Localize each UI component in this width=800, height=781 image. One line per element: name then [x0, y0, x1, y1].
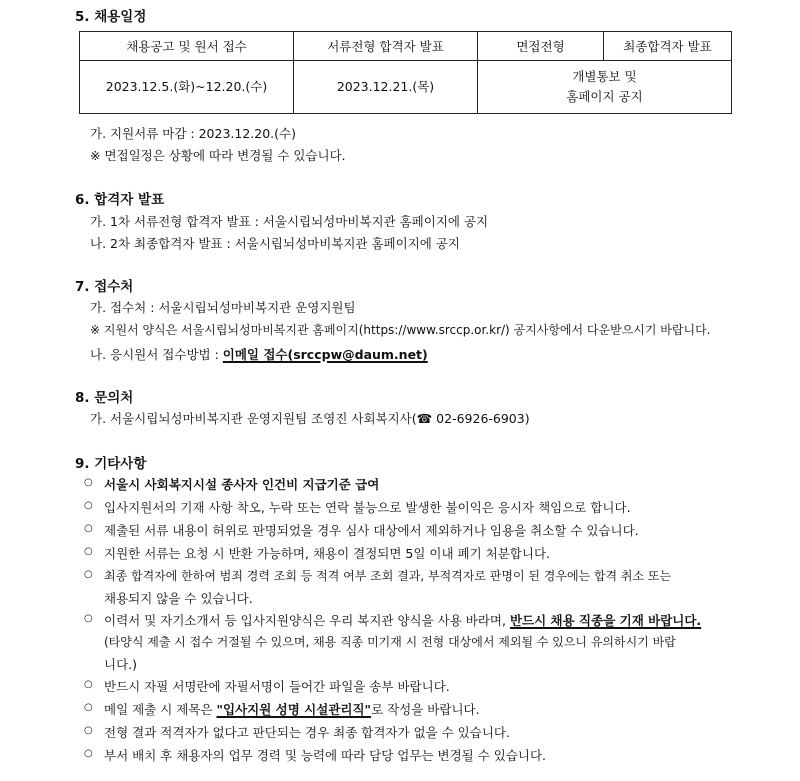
bullet-icon: ○	[84, 500, 93, 511]
reception-line-1: 가. 접수처 : 서울시립뇌성마비복지관 운영지원팀	[90, 300, 356, 315]
bullet-icon: ○	[84, 679, 93, 690]
reception-line-3	[90, 345, 428, 363]
etc-item-responsibility: 입사지원서의 기재 사항 착오, 누락 또는 연락 불능으로 발생한 불이익은 응시자 책임으로 합니다.	[104, 500, 631, 515]
interview-note: ※ 면접일정은 상황에 따라 변경될 수 있습니다.	[90, 148, 346, 163]
notice-line-1: 개별통보 및	[572, 69, 637, 84]
announce-line-2: 나. 2차 최종합격자 발표 : 서울시립뇌성마비복지관 홈페이지에 공지	[90, 236, 460, 251]
header-application: 채용공고 및 원서 접수	[80, 32, 294, 61]
etc-item-salary: 서울시 사회복지시설 종사자 인건비 지급기준 급여	[104, 477, 380, 492]
etc-item-form-note-cont: 니다.)	[104, 657, 138, 672]
method-label: 나. 응시원서 접수방법 :	[90, 347, 223, 362]
etc-item-no-qualified: 전형 결과 적격자가 없다고 판단되는 경우 최종 합격자가 없을 수 있습니다.	[104, 725, 510, 740]
etc-item-background-check: 최종 합격자에 한하여 범죄 경력 조회 등 적격 여부 조회 결과, 부적격자로 판명이 된 경우에는 합격 취소 또는	[104, 569, 672, 583]
mail-subject-prefix: 메일 제출 시 제목은	[104, 702, 217, 717]
contact-line: 가. 서울시립뇌성마비복지관 운영지원팀 조영진 사회복지사(☎ 02-6926-6903)	[90, 411, 530, 426]
bullet-icon: ○	[84, 725, 93, 736]
section-6-heading: 6. 합격자 발표	[75, 192, 165, 208]
schedule-header-row	[80, 32, 732, 61]
etc-item-return-docs: 지원한 서류는 요청 시 반환 가능하며, 채용이 결정되면 5일 이내 폐기 처분합니다.	[104, 546, 551, 561]
bullet-icon: ○	[84, 569, 93, 580]
header-document-result: 서류전형 합격자 발표	[294, 32, 478, 61]
section-8-heading: 8. 문의처	[75, 390, 134, 406]
etc-item-signature: 반드시 자필 서명란에 자필서명이 들어간 파일을 송부 바랍니다.	[104, 679, 450, 694]
email-link[interactable]: 이메일 접수(srccpw@daum.net)	[222, 347, 428, 362]
etc-item-form	[104, 611, 701, 629]
schedule-data-row	[80, 61, 732, 114]
etc-item-background-check-cont: 채용되지 않을 수 있습니다.	[104, 591, 253, 606]
bullet-icon: ○	[84, 702, 93, 713]
cell-notice-method	[478, 61, 732, 114]
bullet-icon: ○	[84, 546, 93, 557]
etc-item-form-note: (타양식 제출 시 접수 거절될 수 있으며, 채용 직종 미기재 시 전형 대상에서 제외될 수 있으니 유의하시기 바랍	[104, 635, 676, 649]
header-final-result: 최종합격자 발표	[604, 32, 732, 61]
mail-subject-suffix: 로 작성을 바랍니다.	[371, 702, 480, 717]
reception-line-2: ※ 지원서 양식은 서울시립뇌성마비복지관 홈페이지(https://www.srccp.or.kr/) 공지사항에서 다운받으시기 바랍니다.	[90, 323, 711, 337]
bullet-icon: ○	[84, 748, 93, 759]
deadline-note: 가. 지원서류 마감 : 2023.12.20.(수)	[90, 126, 296, 141]
etc-item-false-docs: 제출된 서류 내용이 허위로 판명되었을 경우 심사 대상에서 제외하거나 임용을 취소할 수 있습니다.	[104, 523, 639, 538]
header-interview: 면접전형	[478, 32, 604, 61]
mail-subject-emphasis: "입사지원 성명 시설관리직"	[216, 702, 372, 717]
form-text: 이력서 및 자기소개서 등 입사지원양식은 우리 복지관 양식을 사용 바라며,	[104, 613, 510, 628]
section-7-heading: 7. 접수처	[75, 279, 134, 295]
bullet-icon: ○	[84, 613, 93, 624]
section-5-heading: 5. 채용일정	[75, 9, 147, 25]
bullet-icon: ○	[84, 523, 93, 534]
bullet-icon: ○	[84, 477, 93, 488]
cell-application-period: 2023.12.5.(화)~12.20.(수)	[80, 61, 294, 114]
etc-item-mail-subject	[104, 700, 480, 718]
schedule-table	[79, 31, 732, 114]
form-emphasis: 반드시 채용 직종을 기재 바랍니다.	[509, 613, 702, 628]
announce-line-1: 가. 1차 서류전형 합격자 발표 : 서울시립뇌성마비복지관 홈페이지에 공지	[90, 214, 489, 229]
etc-item-duty-change: 부서 배치 후 채용자의 업무 경력 및 능력에 따라 담당 업무는 변경될 수 있습니다.	[104, 748, 547, 763]
notice-line-2: 홈페이지 공지	[566, 89, 643, 104]
section-9-heading: 9. 기타사항	[75, 456, 147, 472]
cell-document-result-date: 2023.12.21.(목)	[294, 61, 478, 114]
